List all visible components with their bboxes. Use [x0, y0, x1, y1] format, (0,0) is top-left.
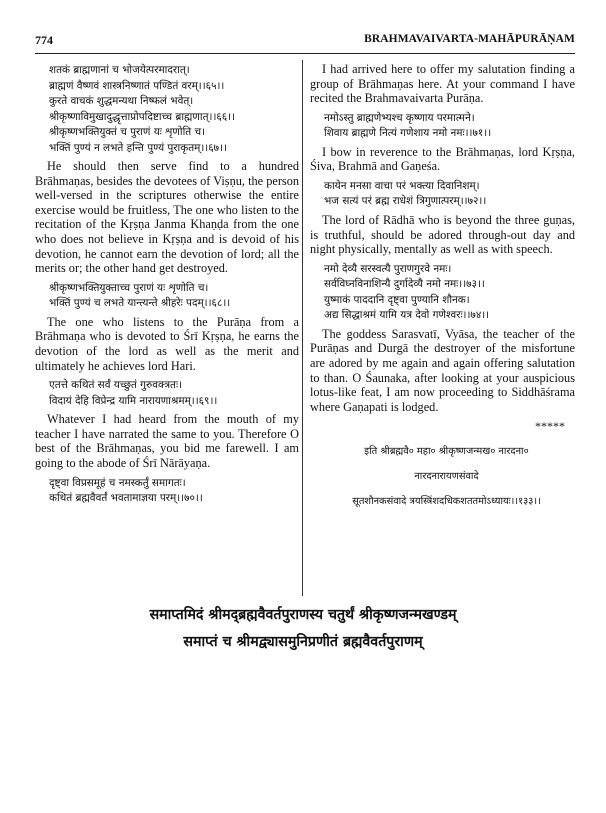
verse-line: कथितं ब्रह्मवैवर्तं भवतामाज्ञया परम्।।७०।। [49, 492, 203, 504]
colophon-line: सूतशौनकसंवादे त्रयस्त्रिंशदधिकशततमोऽध्यायः।।१३३।। [352, 495, 541, 507]
verse-block [310, 179, 575, 210]
verse-line: भक्तिं पुण्यं च लभते यान्त्यन्ते श्रीहरेः पदम्।।६८।। [49, 297, 231, 310]
verse-block [35, 476, 299, 507]
verse-block [35, 63, 299, 156]
translation-paragraph: He should then serve find to a hundred Brāhmaṇas, besides the devotees of Viṣṇu, the person well-versed in the scriptures otherwise the entire exercise would be fruitless, The one who listen to the recitation of the Kṛṣṇa Janma Khaṇḍa from the one who does not believe in Kṛṣṇa and is devoid of his devotion, he cannot earn the devotion of lord; all the merits or; the other hand get destroyed. [35, 159, 299, 276]
verse-block [35, 378, 299, 409]
verse-line: दृष्ट्वा विप्रसमूहं च नमस्कर्तुं समागतः। [49, 476, 186, 489]
verse-line: श्रीकृष्णभक्तियुक्तं च पुराणं यः शृणोति च। [49, 126, 206, 138]
column-divider [302, 60, 303, 596]
verse-line: सर्वविघ्नविनाशिन्यै दुर्गादेव्यै नमो नमः।।७३।। [324, 278, 485, 291]
left-column [35, 60, 299, 510]
section-stars: ***** [535, 419, 565, 434]
verse-line: नमोऽस्तु ब्राह्मणेभ्यश्च कृष्णाय परमात्मने। [324, 111, 475, 124]
verse-block [35, 281, 299, 312]
header-rule [35, 53, 575, 54]
translation-paragraph: The one who listens to the Purāṇa from a Brāhmaṇa who is devoted to Śrī Kṛṣṇa, he earns the devotion of the lord as well as the merit and ultimately he achieves lord Hari. [35, 314, 299, 373]
verse-line: नमो देव्यै सरस्वत्यै पुराणगुरवे नमः। [324, 262, 452, 275]
running-title: BRAHMAVAIVARTA-MAHĀPURĀṆAM [364, 33, 575, 45]
verse-line: युष्माकं पाददानि दृष्ट्वा पुण्यानि शौनक। [324, 293, 470, 306]
closing-line: समाप्तमिदं श्रीमद्ब्रह्मवैवर्तपुराणस्य चतुर्थं श्रीकृष्णजन्मखण्डम् [149, 607, 457, 623]
verse-line: कुरते वाचकं शुद्धमन्यथा निष्फलं भवेत्। [49, 95, 194, 107]
translation-paragraph: Whatever I had heard from the mouth of my teacher I have narrated the same to you. Therefore O best of the Brāhmaṇas, you bid me farewell. I am going to the abode of Śrī Nārāyaṇa. [35, 412, 299, 470]
verse-line: अद्य सिद्धाश्रमं यामि यत्र देवो गणेश्वरः।।७४।। [324, 309, 490, 322]
closing-line: समाप्तं च श्रीमद्व्यासमुनिप्रणीतं ब्रह्मवैवर्तपुराणम् [183, 634, 423, 650]
verse-line: शतकं ब्राह्मणानां च भोजयेत्परमादरात्। [49, 64, 190, 76]
verse-line: शिवाय ब्राह्मणे नित्यं गणेशाय नमो नमः।।७१।। [324, 127, 492, 140]
verse-line: श्रीकृष्णभक्तियुक्ताच्च पुराणं यः शृणोति च। [49, 281, 209, 294]
verse-line: भक्तिं पुण्यं न लभते हन्ति पुण्यं पुराकृतम्।।६७।। [49, 141, 227, 154]
right-column [310, 60, 575, 519]
colophon-line: नारदनारायणसंवादे [414, 470, 479, 482]
chapter-colophon [310, 444, 575, 509]
translation-paragraph: I had arrived here to offer my salutation finding a group of Brāhmaṇas here. At your command I have recited the Brahmavaivarta Purāṇa. [310, 62, 575, 106]
page-header [35, 33, 575, 51]
translation-paragraph: The lord of Rādhā who is beyond the three guṇas, is truthful, should be adored through-out day and night physically, mentally as well as with speech. [310, 212, 575, 257]
colophon-line: इति श्रीब्रह्मवै० महा० श्रीकृष्णजन्मख० नारदना० [364, 446, 529, 458]
verse-line: एतत्ते कथितं सर्वं यच्छुतं गुरुवक्त्रतः। [49, 379, 183, 392]
page-number: 774 [35, 33, 53, 47]
verse-line: श्रीकृष्णाविमुखादुद्धृत्ताप्रोपदिष्टाच्च ब्राह्मणात्।।६६।। [49, 110, 236, 123]
verse-line: कायेन मनसा वाचा परं भक्त्या दिवानिशम्। [324, 179, 480, 192]
translation-paragraph: I bow in reverence to the Brāhmaṇas, lord Kṛṣṇa, Śiva, Brahmā and Gaṇeśa. [310, 144, 575, 174]
verse-line: ब्राह्मणं वैष्णवं शास्त्रनिष्णातं पण्डितं वरम्।।६५।। [49, 79, 225, 92]
verse-line: विदायं देहि विप्रेन्द्र यामि नारायणाश्रमम्।।६९।। [49, 394, 218, 407]
verse-block [310, 262, 575, 324]
translation-paragraph: The goddess Sarasvatī, Vyāsa, the teacher of the Purāṇas and Durgā the destroyer of the misfortune are adored by me again and again offering salutation to than. O Śaunaka, after looking at your auspicious lotus-like feat, I am now proceeding to Siddhāśrama where Gaṇapati is lodged. [310, 326, 575, 414]
verse-block [310, 111, 575, 142]
verse-line: भज सत्यं परं ब्रह्म राधेशं त्रिगुणात्परम्।।७२।। [324, 195, 487, 208]
